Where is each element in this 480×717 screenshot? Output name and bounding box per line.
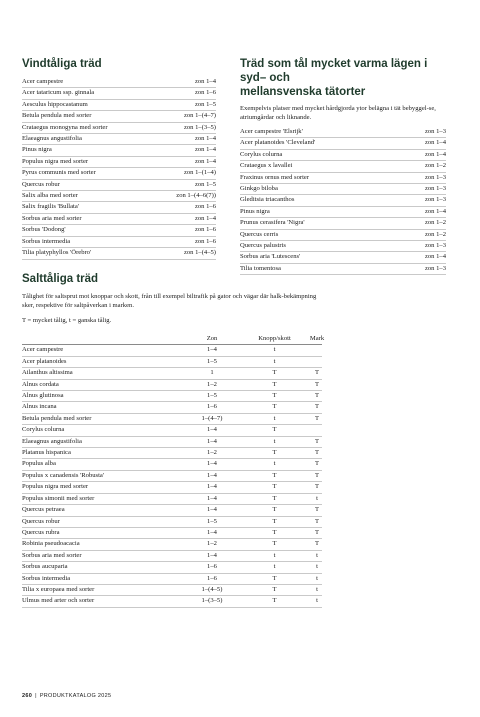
list-item (22, 191, 216, 202)
species-name: Ginkgo biloba (240, 185, 278, 193)
zone-value: zon 1–(4–7) (183, 112, 216, 120)
list-item (240, 252, 446, 263)
species-name: Crataegus x lavallei (240, 162, 293, 170)
bud-tolerance: t (273, 437, 276, 445)
table-row (22, 574, 322, 585)
table-row (22, 368, 322, 379)
species-name: Sorbus aria med sorter (22, 551, 82, 559)
species-name: Populus nigra med sorter (22, 483, 89, 491)
species-name: Alnus glutinosa (22, 392, 64, 400)
zone-value: zon 1–6 (194, 226, 216, 234)
list-item (22, 248, 216, 259)
species-name: Quercus cerris (240, 230, 279, 238)
hot-title-line2: mellansvenska tätorter (240, 86, 366, 98)
zone-value: zon 1–4 (194, 146, 216, 154)
soil-tolerance: T (314, 380, 320, 388)
bud-tolerance: T (272, 494, 277, 502)
list-item (22, 237, 216, 248)
soil-tolerance: T (314, 517, 320, 525)
species-name: Crataegus monogyna med sorter (22, 123, 108, 131)
species-name: Acer campestre 'Elsrijk' (240, 128, 303, 135)
species-name: Sorbus aucuparia (22, 563, 68, 571)
bud-tolerance: t (273, 346, 276, 354)
soil-tolerance: t (316, 551, 318, 559)
species-name: Tilia tomentosa (240, 264, 281, 272)
zone-value: zon 1–2 (424, 162, 446, 170)
bud-tolerance: t (273, 414, 276, 422)
bud-tolerance: t (273, 460, 276, 468)
bud-tolerance: T (272, 426, 277, 434)
zone-value: 1–4 (207, 471, 217, 479)
zone-value: 1–(3–5) (201, 597, 223, 605)
bud-tolerance: T (272, 517, 277, 525)
zone-value: 1–6 (207, 403, 217, 411)
header-soil: Mark (309, 335, 325, 342)
list-item (22, 100, 216, 111)
list-item (22, 180, 216, 191)
hot-title (240, 57, 446, 99)
zone-value: 1–4 (207, 506, 217, 514)
zone-value: 1–5 (207, 517, 217, 525)
hot-title-line1: Träd som tål mycket varma lägen i syd– och (240, 58, 428, 84)
species-name: Quercus palustris (240, 242, 286, 250)
soil-tolerance: T (314, 437, 320, 445)
soil-tolerance: T (314, 414, 320, 422)
table-row (22, 402, 322, 413)
zone-value: 1–(4–5) (201, 585, 223, 593)
species-name: Gleditsia triacanthos (240, 196, 295, 204)
bud-tolerance: t (273, 357, 276, 365)
bud-tolerance: T (272, 403, 277, 411)
zone-value: 1–5 (207, 357, 217, 365)
zone-value: 1–(4–7) (201, 414, 223, 422)
zone-value: 1 (210, 369, 214, 377)
bud-tolerance: t (273, 551, 276, 559)
list-item (240, 230, 446, 241)
zone-value: zon 1–(3–5) (183, 123, 216, 131)
species-name: Robinia pseudoacacia (22, 540, 80, 548)
list-item (240, 138, 446, 149)
bud-tolerance: T (272, 597, 277, 605)
species-name: Populus nigra med sorter (22, 157, 89, 165)
list-item (240, 218, 446, 229)
list-item (22, 134, 216, 145)
zone-value: zon 1–(4–5) (183, 249, 216, 257)
soil-tolerance (307, 425, 327, 435)
soil-tolerance (307, 357, 327, 367)
bud-tolerance: T (272, 392, 277, 400)
species-name: Sorbus aria med sorter (22, 214, 82, 222)
list-item (22, 145, 216, 156)
page-number: 260 (22, 693, 33, 699)
species-name: Salix fragilis 'Bullata' (22, 203, 79, 211)
species-name: Platanus hispanica (22, 449, 71, 457)
list-item (22, 225, 216, 236)
table-row (22, 517, 322, 528)
zone-value: zon 1–3 (424, 128, 446, 135)
soil-tolerance: T (314, 460, 320, 468)
zone-value: zon 1–(4–6(7)) (176, 192, 216, 200)
salt-intro: Tålighet för saltsprut mot knoppar och skott, från till exempel biltrafik på gator och vägar där halk-bekämpning sker, respektive för saltpåverkan i marken. (22, 293, 317, 309)
species-name: Salix alba med sorter (22, 192, 78, 200)
bud-tolerance: T (272, 574, 277, 582)
header-zone: Zon (206, 335, 218, 342)
bud-tolerance: T (272, 585, 277, 593)
header-bud: Knopp/skott (258, 335, 291, 342)
soil-tolerance: t (316, 494, 318, 502)
soil-tolerance: t (316, 574, 318, 582)
soil-tolerance: t (316, 597, 318, 605)
list-item (22, 123, 216, 134)
table-row (22, 345, 322, 356)
zone-value: 1–6 (207, 574, 217, 582)
zone-value: 1–4 (207, 426, 217, 434)
species-name: Quercus robur (22, 517, 60, 525)
list-item (22, 157, 216, 168)
bud-tolerance: T (272, 369, 277, 377)
list-item (22, 168, 216, 179)
species-name: Elaeagnus angustifolia (22, 135, 82, 143)
hot-section (240, 57, 446, 275)
soil-tolerance: T (314, 471, 320, 479)
list-item (240, 184, 446, 195)
species-name: Ulmus med arter och sorter (22, 597, 95, 605)
windy-title: Vindtåliga träd (22, 58, 102, 70)
species-name: Corylus colurna (22, 426, 65, 434)
species-name: Populus alba (22, 460, 56, 468)
zone-value: zon 1–3 (424, 264, 446, 272)
species-name: Ailanthus altissima (22, 369, 73, 377)
soil-tolerance: T (314, 483, 320, 491)
zone-value: zon 1–4 (424, 253, 446, 261)
table-row (22, 437, 322, 448)
list-item (22, 202, 216, 213)
zone-value: zon 1–3 (424, 173, 446, 181)
soil-tolerance: T (314, 540, 320, 548)
zone-value: 1–2 (207, 449, 217, 457)
zone-value: zon 1–(1–4) (183, 169, 216, 177)
salt-legend: T = mycket tålig, t = ganska tålig. (22, 317, 112, 324)
list-item (22, 111, 216, 122)
zone-value: zon 1–5 (194, 180, 216, 188)
bud-tolerance: T (272, 380, 277, 388)
list-item (22, 214, 216, 225)
species-name: Populus x canadensis 'Robusta' (22, 471, 105, 479)
zone-value: zon 1–3 (424, 185, 446, 193)
salt-section (22, 272, 325, 608)
bud-tolerance: T (272, 483, 277, 491)
table-row (22, 585, 322, 596)
zone-value: 1–4 (207, 346, 217, 354)
species-name: Sorbus intermedia (22, 237, 71, 245)
species-name: Quercus petraea (22, 506, 65, 514)
list-item (240, 195, 446, 206)
table-row (22, 562, 322, 573)
table-row (22, 551, 322, 562)
zone-value: 1–5 (207, 392, 217, 400)
zone-value: zon 1–4 (194, 214, 216, 222)
soil-tolerance: T (314, 506, 320, 514)
list-item (240, 150, 446, 161)
species-name: Quercus robur (22, 180, 60, 188)
bud-tolerance: T (272, 471, 277, 479)
table-row (22, 391, 322, 402)
table-row (22, 459, 322, 470)
zone-value: zon 1–4 (194, 78, 216, 85)
species-name: Acer campestre (22, 78, 64, 85)
table-row (22, 539, 322, 550)
list-item (22, 77, 216, 88)
list-item (240, 127, 446, 138)
species-name: Acer campestre (22, 346, 64, 354)
zone-value: 1–4 (207, 460, 217, 468)
soil-tolerance: T (314, 369, 320, 377)
bud-tolerance: T (272, 449, 277, 457)
windy-section (22, 57, 216, 260)
zone-value: zon 1–2 (424, 219, 446, 227)
species-name: Acer platanoides (22, 357, 67, 365)
species-name: Sorbus aria 'Lutescens' (240, 253, 301, 261)
list-item (240, 173, 446, 184)
soil-tolerance: t (316, 585, 318, 593)
table-row (22, 528, 322, 539)
zone-value: zon 1–4 (424, 139, 446, 147)
zone-value: 1–4 (207, 551, 217, 559)
zone-value: 1–6 (207, 563, 217, 571)
soil-tolerance: T (314, 392, 320, 400)
bud-tolerance: t (273, 563, 276, 571)
soil-tolerance: T (314, 528, 320, 536)
hot-list (240, 127, 446, 275)
list-item (240, 207, 446, 218)
table-row (22, 380, 322, 391)
soil-tolerance: t (316, 563, 318, 571)
table-row (22, 482, 322, 493)
soil-tolerance (307, 345, 327, 355)
species-name: Tilia platyphyllos 'Örebro' (22, 249, 92, 257)
windy-list (22, 77, 216, 260)
species-name: Betula pendula med sorter (22, 112, 92, 120)
zone-value: zon 1–6 (194, 237, 216, 245)
species-name: Acer tataricum ssp. ginnala (22, 89, 95, 97)
species-name: Acer platanoides 'Cleveland' (240, 139, 316, 147)
species-name: Tilia x europaea med sorter (22, 585, 95, 593)
species-name: Betula pendula med sorter (22, 414, 92, 422)
species-name: Quercus rubra (22, 528, 60, 536)
list-item (22, 88, 216, 99)
table-row (22, 505, 322, 516)
species-name: Corylus colurna (240, 150, 283, 158)
zone-value: 1–2 (207, 380, 217, 388)
list-item (240, 161, 446, 172)
salt-title: Salttåliga träd (22, 273, 99, 285)
footer-separator: | (35, 693, 37, 699)
salt-table-header (22, 334, 325, 345)
soil-tolerance: T (314, 403, 320, 411)
species-name: Pinus nigra (22, 146, 52, 154)
zone-value: zon 1–6 (194, 89, 216, 97)
zone-value: zon 1–2 (424, 230, 446, 238)
species-name: Sorbus 'Dodong' (22, 226, 66, 234)
table-row (22, 414, 322, 425)
hot-intro: Exempelvis platser med mycket hårdgjorda ytor belägna i tät bebyggel-se, atriumgårdar och liknande. (240, 105, 436, 121)
zone-value: 1–4 (207, 494, 217, 502)
table-row (22, 425, 322, 436)
species-name: Pyrus communis med sorter (22, 169, 96, 177)
zone-value: zon 1–4 (424, 207, 446, 215)
zone-value: zon 1–5 (194, 100, 216, 108)
zone-value: zon 1–4 (424, 150, 446, 158)
bud-tolerance: T (272, 540, 277, 548)
soil-tolerance: T (314, 449, 320, 457)
bud-tolerance: T (272, 528, 277, 536)
zone-value: zon 1–3 (424, 196, 446, 204)
list-item (240, 241, 446, 252)
zone-value: 1–4 (207, 483, 217, 491)
table-row (22, 448, 322, 459)
table-row (22, 494, 322, 505)
catalog-name: PRODUKTKATALOG 2025 (39, 693, 112, 699)
species-name: Prunus cerasifera 'Nigra' (240, 219, 305, 227)
species-name: Alnus cordata (22, 380, 59, 388)
zone-value: 1–4 (207, 437, 217, 445)
bud-tolerance: T (272, 506, 277, 514)
zone-value: zon 1–3 (424, 242, 446, 250)
zone-value: 1–2 (207, 540, 217, 548)
zone-value: zon 1–4 (194, 157, 216, 165)
zone-value: zon 1–4 (194, 135, 216, 143)
salt-table-body (22, 345, 322, 607)
zone-value: 1–4 (207, 528, 217, 536)
species-name: Sorbus intermedia (22, 574, 71, 582)
species-name: Elaeagnus angustifolia (22, 437, 82, 445)
species-name: Pinus nigra (240, 207, 270, 215)
species-name: Populus simonii med sorter (22, 494, 95, 502)
species-name: Aesculus hippocastanum (22, 100, 88, 108)
page-footer (22, 693, 111, 699)
table-row (22, 596, 322, 607)
table-row (22, 471, 322, 482)
zone-value: zon 1–6 (194, 203, 216, 211)
table-row (22, 357, 322, 368)
species-name: Alnus incana (22, 403, 57, 411)
species-name: Fraxinus ornus med sorter (240, 173, 310, 181)
